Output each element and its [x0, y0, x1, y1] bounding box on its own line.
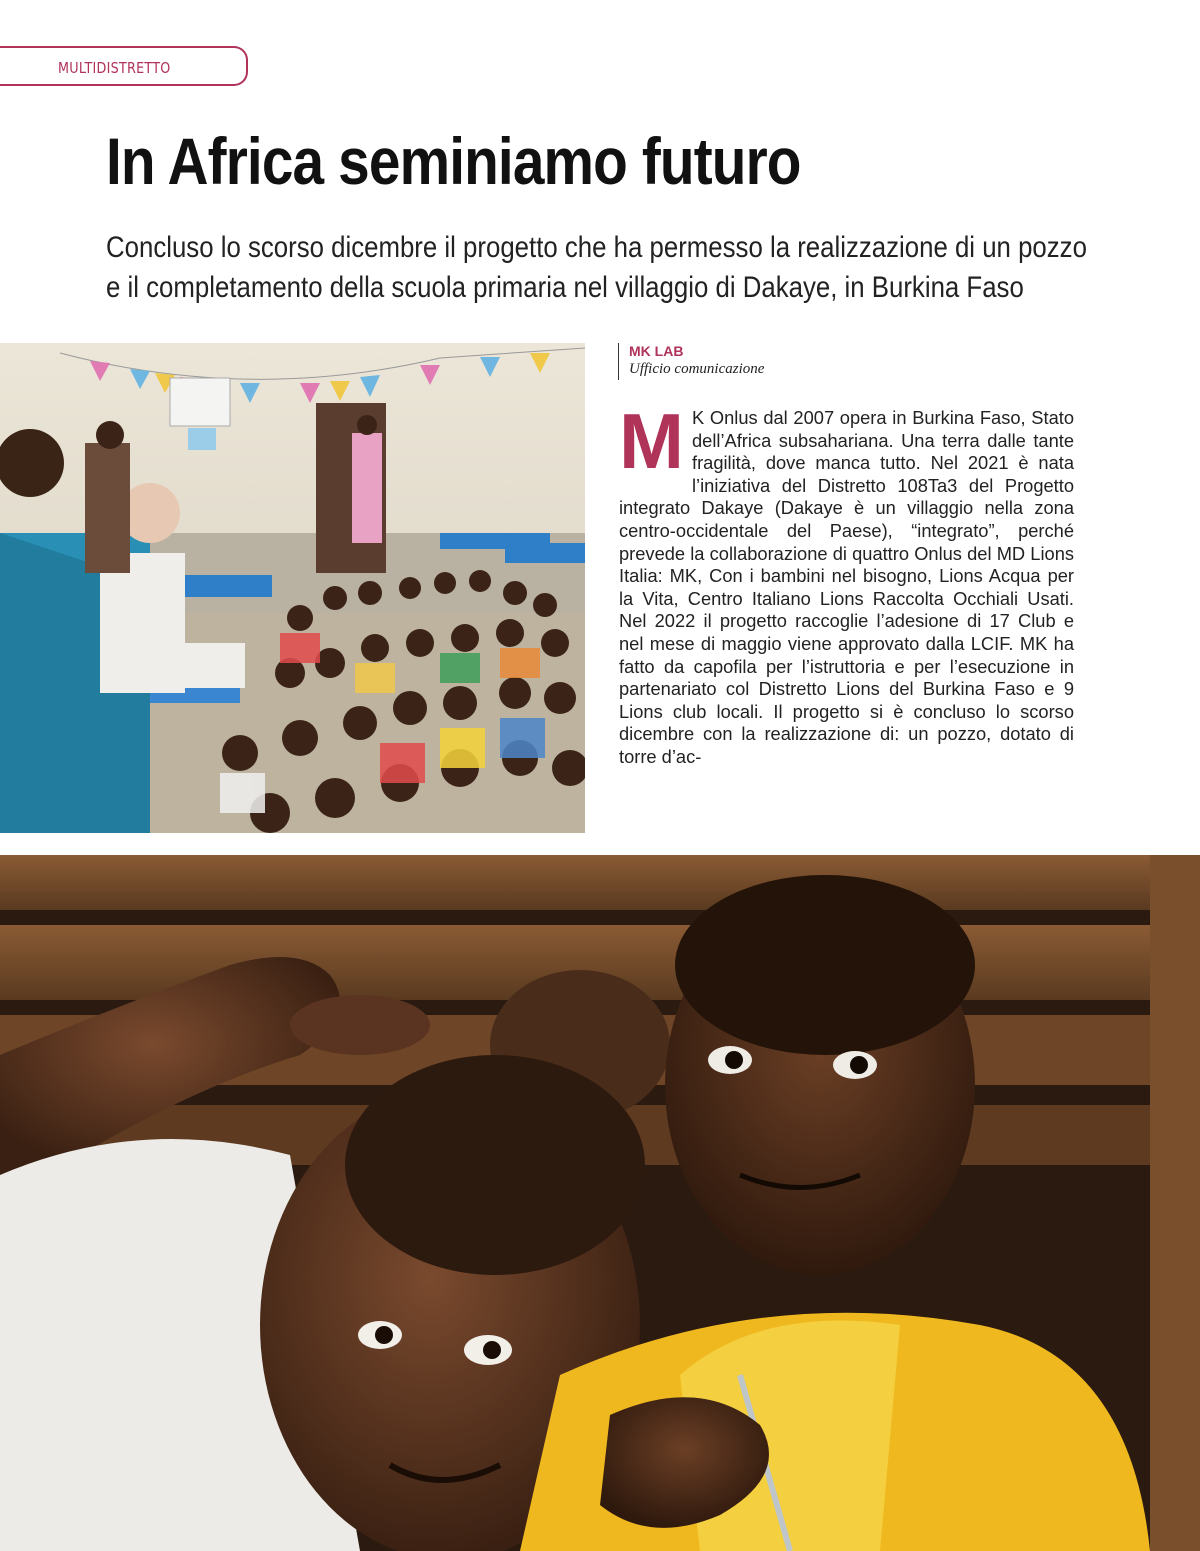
classroom-illustration [0, 343, 585, 833]
headline-bold: In Africa [106, 124, 324, 198]
children-photo [0, 855, 1200, 1551]
classroom-photo [0, 343, 585, 833]
byline [618, 343, 764, 380]
article-body [619, 397, 1074, 769]
subhead-line-2: e il completamento della scuola primaria nel villaggio di Dakaye, in Burkina Faso [106, 271, 1024, 304]
byline-role: Ufficio comunicazione [629, 361, 765, 377]
section-label: MULTIDISTRETTO [58, 59, 171, 77]
section-tab [0, 46, 248, 86]
drop-cap: M [619, 397, 684, 485]
headline [106, 124, 801, 198]
byline-author: MK LAB [629, 343, 684, 359]
subhead-line-1: Concluso lo scorso dicembre il progetto che ha permesso la realizzazione di un pozzo [106, 231, 1087, 264]
headline-regular: seminiamo futuro [323, 124, 801, 198]
article-paragraph: K Onlus dal 2007 opera in Burkina Faso, Stato dell’Africa subsahariana. Una terra dalle tante fragilità, dove manca tutto. Nel 2021 è nata l’iniziativa del Distretto 108Ta3 del Progetto integrato Dakaye (Dakaye è un villaggio nella zona centro-occidentale del Paese), “integrato”, perché prevede la collaborazione di quattro Onlus del MD Lions Italia: MK, Con i bambini nel bisogno, Lions Acqua per la Vita, Centro Italiano Lions Raccolta Occhiali Usati. Nel 2022 il progetto raccoglie l’adesione di 17 Club e nel mese di maggio viene approvato dalla LCIF. MK ha fatto da capofila per l’istruttoria e per l’esecuzione in partenariato col Distretto Lions del Burkina Faso e 9 Lions club locali. Il progetto si è concluso lo scorso dicembre con la realizzazione di: un pozzo, dotato di torre d’ac- [619, 407, 1074, 767]
subheadline [106, 228, 1147, 308]
children-illustration [0, 855, 1200, 1551]
